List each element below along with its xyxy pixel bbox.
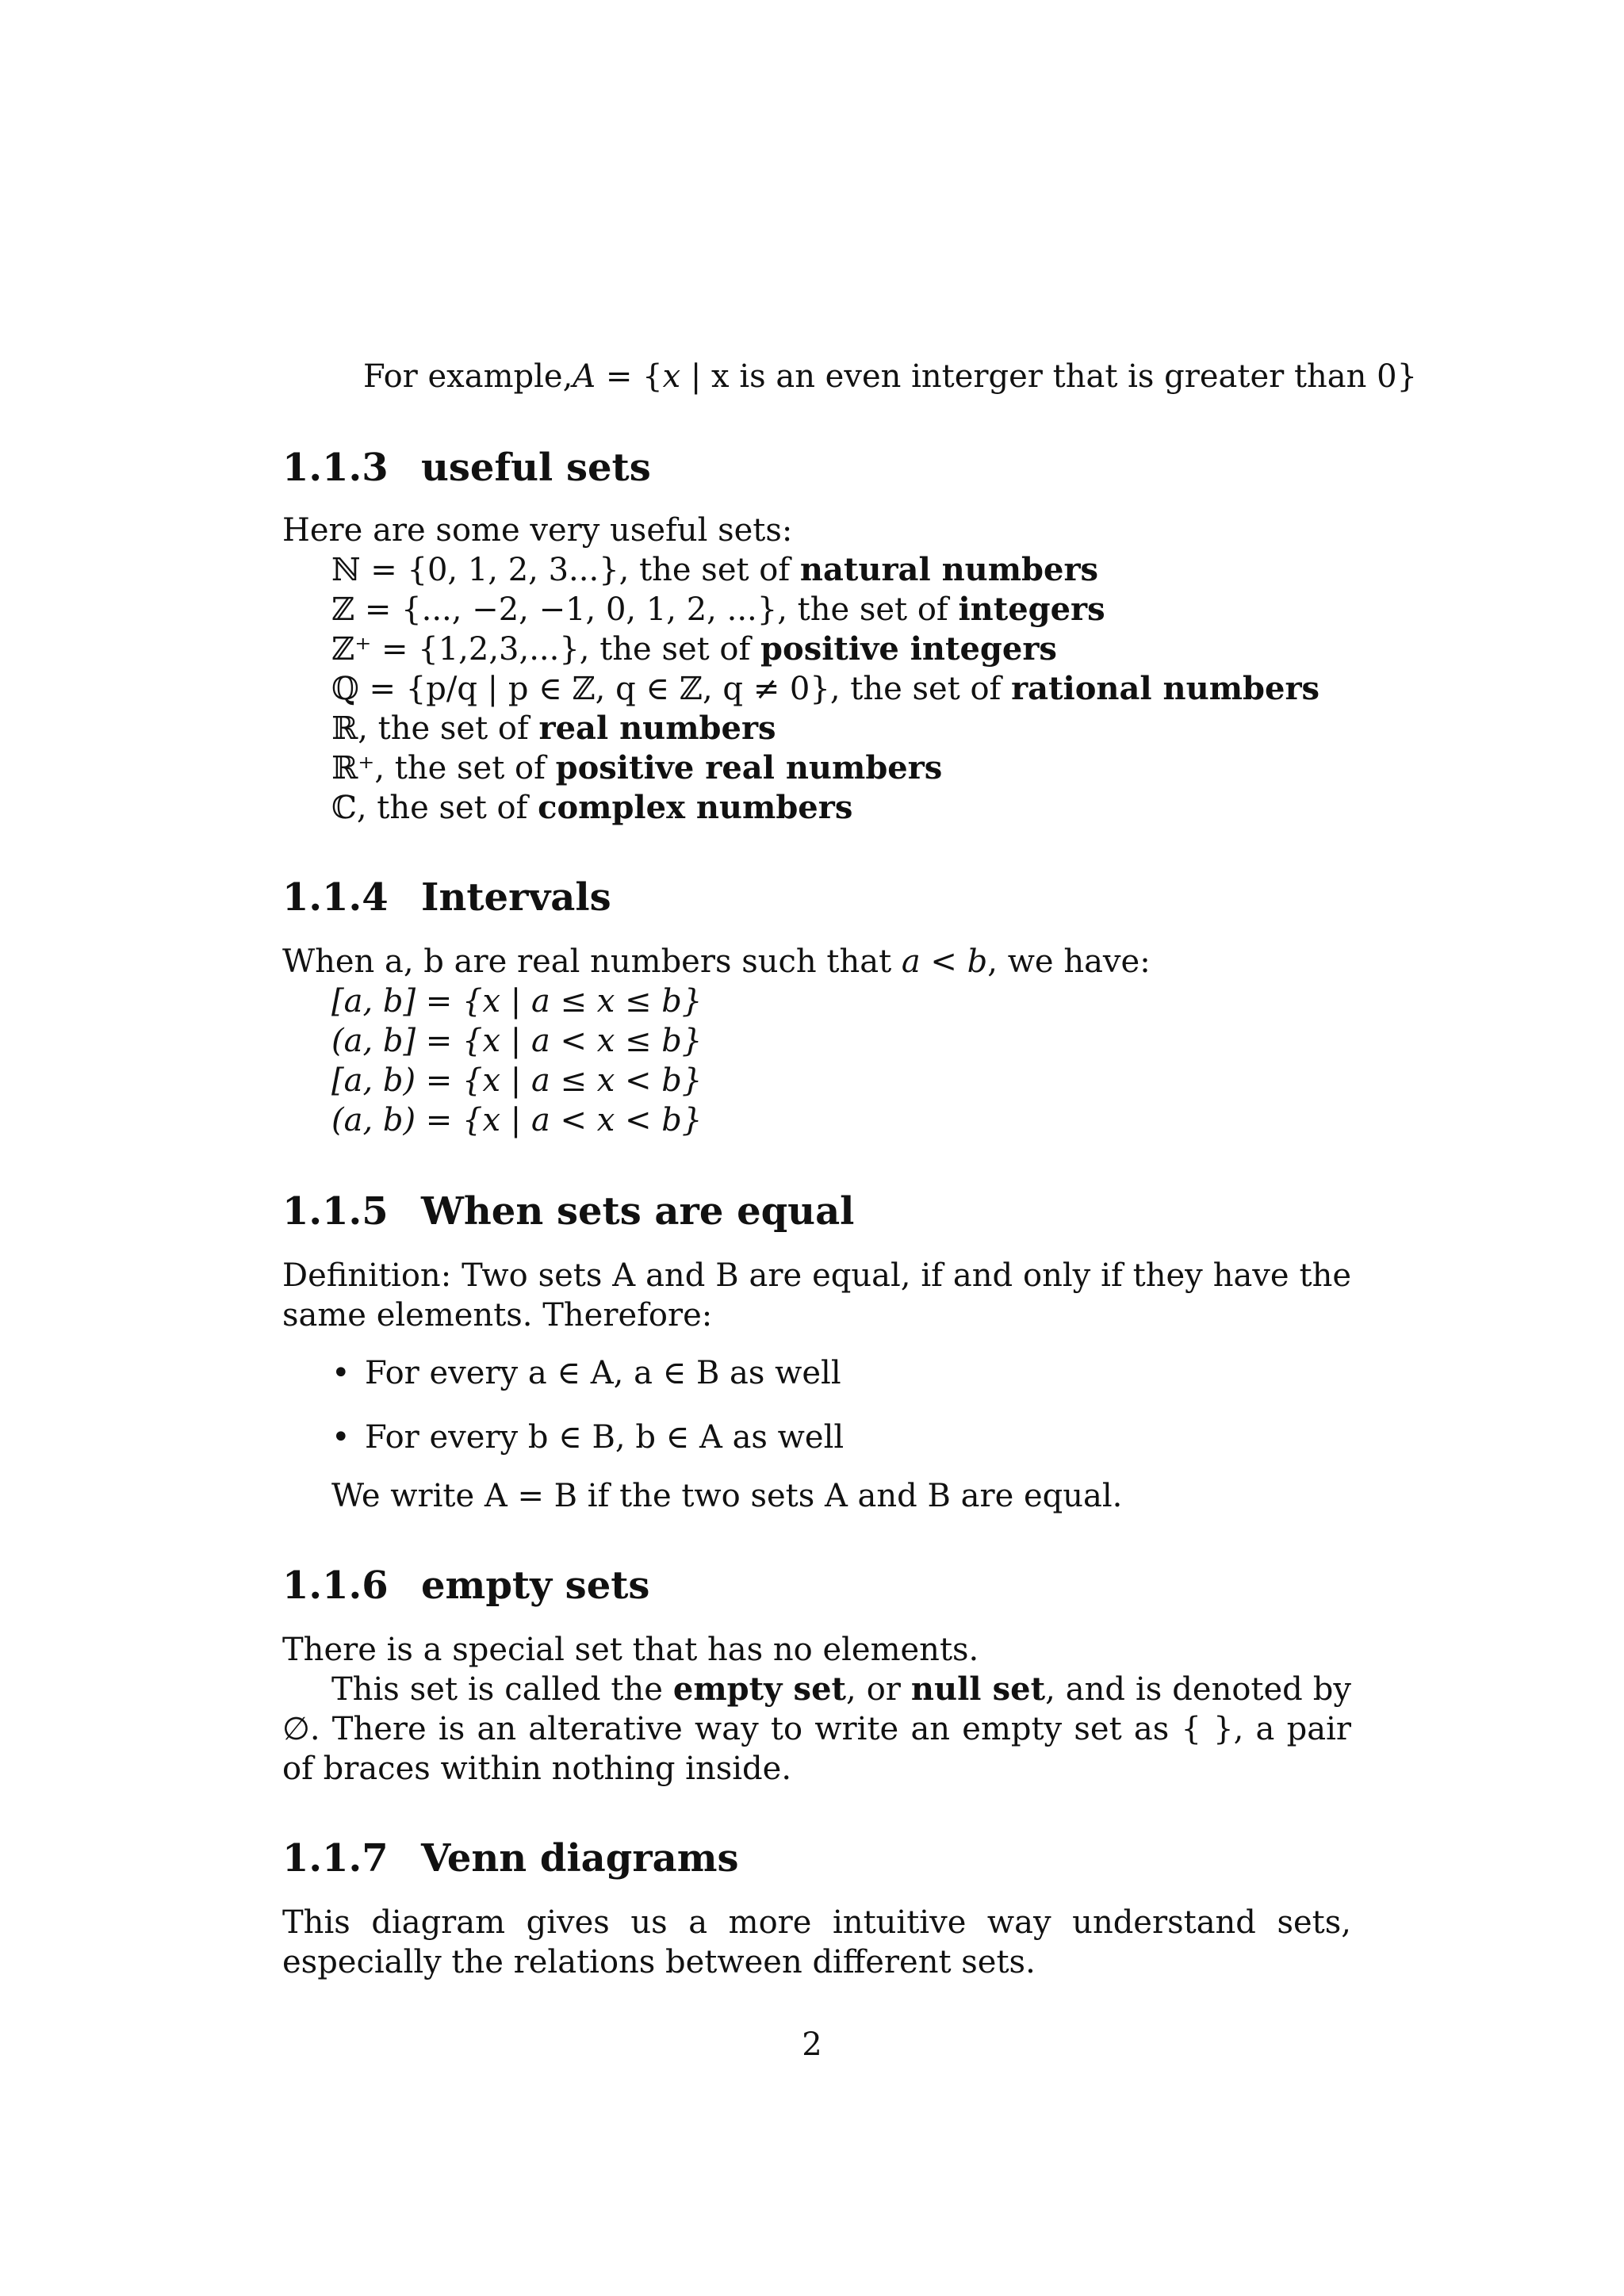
section-number: 1.1.7 [282, 1836, 389, 1881]
page-number: 2 [802, 2026, 822, 2063]
intervals-intro-a: When a, b are real numbers such that [282, 943, 902, 980]
set-expr: = {0, 1, 2, 3...}, the set of [360, 552, 800, 588]
section-number: 1.1.4 [282, 875, 389, 920]
example-desc: | x is an even interger that is greater than 0} [680, 358, 1418, 395]
set-symbol: ℂ [331, 790, 357, 826]
example-line [363, 357, 1417, 396]
example-var: x [662, 358, 681, 395]
set-expr: = {1,2,3,...}, the set of [371, 631, 761, 668]
empty-line-1: There is a special set that has no elements. [282, 1632, 979, 1668]
section-title: useful sets [421, 446, 651, 490]
set-symbol: ℤ [331, 591, 355, 628]
section-heading-1-1-3 [282, 444, 651, 492]
set-expr: = {..., −2, −1, 0, 1, 2, ...}, the set of [354, 591, 959, 628]
section-title: When sets are equal [421, 1189, 855, 1234]
interval-left-open: (a, b] = {x | a < x ≤ b} [331, 1023, 703, 1059]
intervals-intro-math: a < b [901, 943, 988, 980]
section-title: Venn diagrams [421, 1836, 739, 1881]
section-title: empty sets [421, 1563, 650, 1608]
section-number: 1.1.5 [282, 1189, 389, 1234]
example-prefix: For example, [363, 358, 573, 395]
set-expr: , the set of [358, 710, 539, 747]
interval-closed: [a, b] = {x | a ≤ x ≤ b} [331, 983, 703, 1020]
section-heading-1-1-4 [282, 874, 611, 921]
section-heading-1-1-5 [282, 1188, 854, 1235]
bullet-icon: • [331, 1355, 350, 1391]
set-symbol: ℚ [331, 671, 359, 707]
equal-bullet-1 [331, 1353, 841, 1393]
empty-text-a: This set is called the [331, 1671, 673, 1708]
empty-text-d: , and is denoted by ∅. There is an alterative way to write an empty set as { }, a pair of braces within nothing inside. [282, 1671, 1351, 1787]
set-name: natural numbers [799, 551, 1099, 588]
useful-item-complex [331, 788, 852, 828]
interval-right-open: [a, b) = {x | a ≤ x < b} [331, 1062, 703, 1099]
useful-item-real [331, 709, 776, 748]
set-name: positive integers [760, 630, 1057, 668]
set-expr: = {p/q | p ∈ ℤ, q ∈ ℤ, q ≠ 0}, the set of [358, 671, 1012, 707]
set-name: integers [958, 591, 1105, 628]
bullet-icon: • [331, 1419, 350, 1456]
interval-open: (a, b) = {x | a < x < b} [331, 1102, 703, 1138]
null-set-term: null set [910, 1670, 1046, 1708]
empty-set-term: empty set [672, 1670, 847, 1708]
useful-intro: Here are some very useful sets: [282, 512, 793, 549]
set-expr: , the set of [356, 790, 538, 826]
section-number: 1.1.6 [282, 1563, 389, 1608]
venn-paragraph: This diagram gives us a more intuitive way understand sets, especially the relations between different sets. [282, 1904, 1351, 1980]
set-name: positive real numbers [555, 749, 943, 786]
bullet-text: For every a ∈ A, a ∈ B as well [365, 1355, 841, 1391]
bullet-text: For every b ∈ B, b ∈ A as well [365, 1419, 845, 1456]
equal-definition: Definition: Two sets A and B are equal, if and only if they have the same elements. Therefore: [282, 1257, 1351, 1334]
equal-bullet-2 [331, 1418, 844, 1457]
example-set-name: A [573, 358, 596, 395]
section-heading-1-1-6 [282, 1562, 649, 1609]
intervals-intro-b: , we have: [987, 943, 1151, 980]
useful-item-positive-integers [331, 629, 1057, 669]
set-expr: , the set of [374, 750, 556, 786]
example-eq: = { [596, 358, 663, 395]
section-title: Intervals [421, 875, 611, 920]
useful-item-integers [331, 590, 1105, 629]
useful-item-positive-real [331, 748, 942, 788]
set-symbol: ℤ⁺ [331, 631, 372, 668]
set-name: real numbers [538, 710, 776, 747]
section-number: 1.1.3 [282, 446, 389, 490]
intervals-intro [282, 942, 1151, 982]
section-heading-1-1-7 [282, 1835, 739, 1882]
useful-item-rational [331, 669, 1320, 709]
set-symbol: ℝ [331, 710, 358, 747]
empty-text-c: , or [846, 1671, 911, 1708]
set-symbol: ℝ⁺ [331, 750, 375, 786]
empty-paragraph [282, 1670, 1351, 1789]
set-name: rational numbers [1011, 670, 1320, 707]
equal-closing: We write A = B if the two sets A and B are equal. [331, 1478, 1123, 1514]
useful-item-natural [331, 550, 1098, 590]
set-name: complex numbers [538, 789, 853, 826]
set-symbol: ℕ [331, 552, 361, 588]
